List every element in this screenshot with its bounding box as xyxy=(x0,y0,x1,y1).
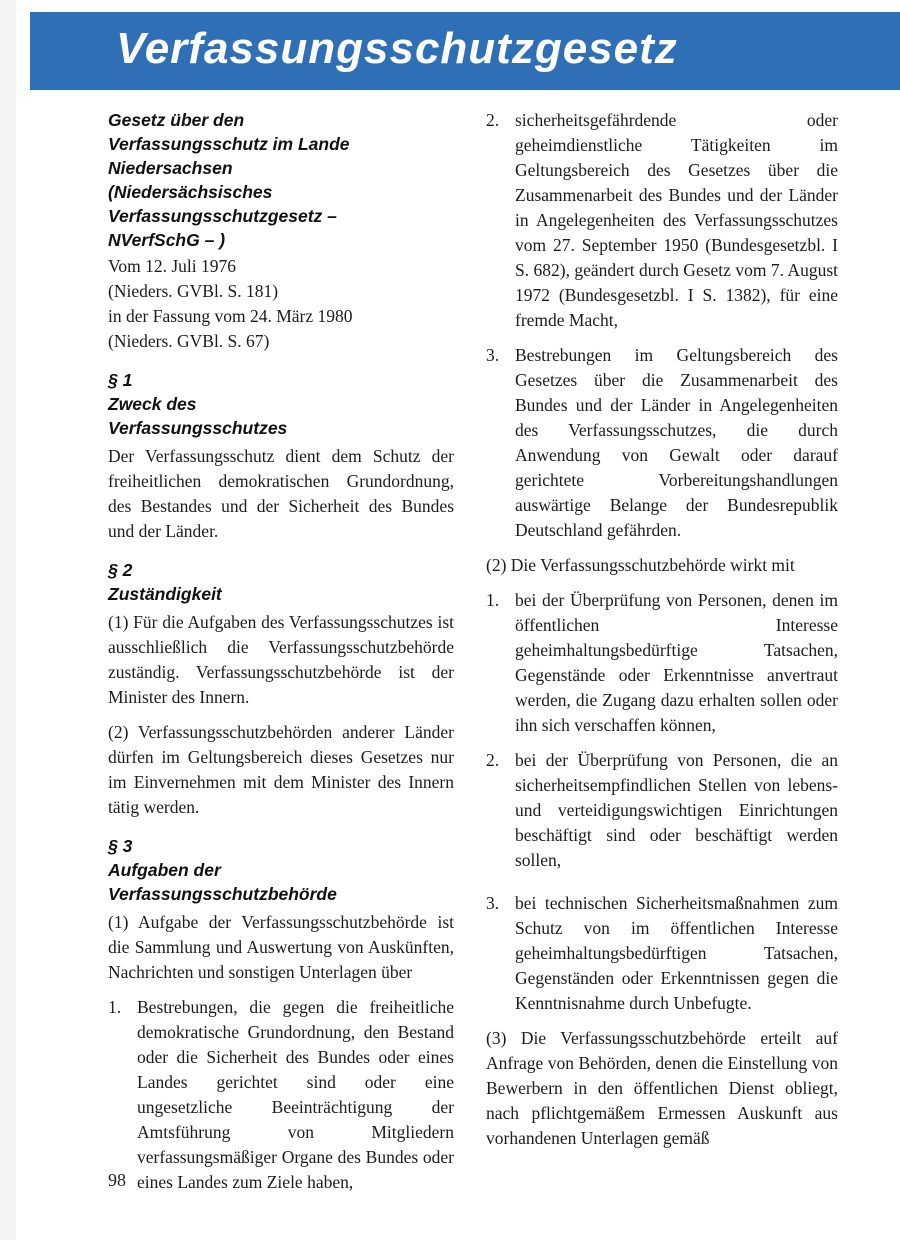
section-3-paragraph-2: (2) Die Verfassungsschutzbehörde wirkt mit xyxy=(486,555,795,575)
section-3-heading: § 3 Aufgaben der Verfassungsschutzbehörde xyxy=(108,836,337,904)
section-3-list xyxy=(108,995,454,1195)
section-1-text: Der Verfassungsschutz dient dem Schutz der freiheitlichen demokratischen Grundordnung, des Bestandes und der Sicherheit des Bundes und der Länder. xyxy=(108,446,454,541)
section-1-heading: § 1 Zweck des Verfassungsschutzes xyxy=(108,370,288,438)
right-column xyxy=(486,108,838,1161)
list-item: 1. Bestrebungen, die gegen die freiheitliche demokratische Grundordnung, den Bestand oder die Sicherheit des Bundes oder eines Landes gerichtet sind oder eine ungesetzliche Beeinträchtigung der Amtsführung von Mitgliedern verfassungsmäßiger Organe des Bundes oder eines Landes zum Ziele haben, xyxy=(108,997,454,1192)
page-title: Verfassungsschutzgesetz xyxy=(116,24,678,73)
list-item: 3. Bestrebungen im Geltungsbereich des Gesetzes über die Zusammenarbeit des Bundes und der Länder in Angelegenheiten des Verfassungsschutzes, die durch Anwendung von Gewalt oder darauf gerichtete Vorbereitungshandlungen auswärtige Belange der Bundesrepublik Deutschland gefährden. xyxy=(486,345,838,540)
list-item: 2. sicherheitsgefährdende oder geheimdienstliche Tätigkeiten im Geltungsbereich des Gesetzes über die Zusammenarbeit des Bundes und der Länder in Angelegenheiten des Verfassungsschutzes vom 27. September 1950 (Bundesgesetzbl. I S. 682), geändert durch Gesetz vom 7. August 1972 (Bundesgesetzbl. I S. 1382), für eine fremde Macht, xyxy=(486,110,838,330)
list-item: 3. bei technischen Sicherheitsmaßnahmen zum Schutz von im öffentlichen Interesse geheimhaltungsbedürftigen Tatsachen, Gegenständen oder Erkenntnissen gegen die Kenntnisnahme durch Unbefugte. xyxy=(486,893,838,1013)
section-2-paragraph-1: (1) Für die Aufgaben des Verfassungsschutzes ist ausschließlich die Verfassungsschutzbehörde zuständig. Verfassungsschutzbehörde ist der Minister des Innern. xyxy=(108,612,454,707)
section-2-paragraph-2: (2) Verfassungsschutzbehörden anderer Länder dürfen im Geltungsbereich dieses Gesetzes nur im Einvernehmen mit dem Minister des Innern tätig werden. xyxy=(108,722,454,817)
law-meta: Vom 12. Juli 1976 (Nieders. GVBl. S. 181) in der Fassung vom 24. März 1980 (Nieders. GVBl. S. 67) xyxy=(108,256,353,351)
section-3-list-continued xyxy=(486,108,838,543)
section-2-heading: § 2 Zuständigkeit xyxy=(108,560,222,604)
left-column xyxy=(108,108,454,1205)
list-item: 2. bei der Überprüfung von Personen, die an sicherheitsempfindlichen Stellen von lebens- und verteidigungswichtigen Einrichtungen beschäftigt sind oder beschäftigt werden sollen, xyxy=(486,750,838,870)
section-3-paragraph-3: (3) Die Verfassungsschutzbehörde erteilt auf Anfrage von Behörden, denen die Einstellung von Bewerbern in den öffentlichen Dienst obliegt, nach pflichtgemäßem Ermessen Auskunft aus vorhandenen Unterlagen gemäß xyxy=(486,1028,838,1148)
law-title: Gesetz über den Verfassungsschutz im Lande Niedersachsen (Niedersächsisches Verfassungsschutzgesetz – NVerfSchG – ) xyxy=(108,110,350,250)
title-band xyxy=(30,12,900,90)
section-3-paragraph-1: (1) Aufgabe der Verfassungsschutzbehörde ist die Sammlung und Auswertung von Auskünften, Nachrichten und sonstigen Unterlagen über xyxy=(108,912,454,982)
list-item: 1. bei der Überprüfung von Personen, denen im öffentlichen Interesse geheimhaltungsbedürftige Tatsachen, Gegenstände oder Erkenntnisse anvertraut werden, die Zugang dazu erhalten sollen oder ihn sich verschaffen können, xyxy=(486,590,838,735)
section-3-paragraph-2-list xyxy=(486,588,838,1016)
page-edge xyxy=(0,0,16,1240)
page-number: 98 xyxy=(108,1170,126,1190)
